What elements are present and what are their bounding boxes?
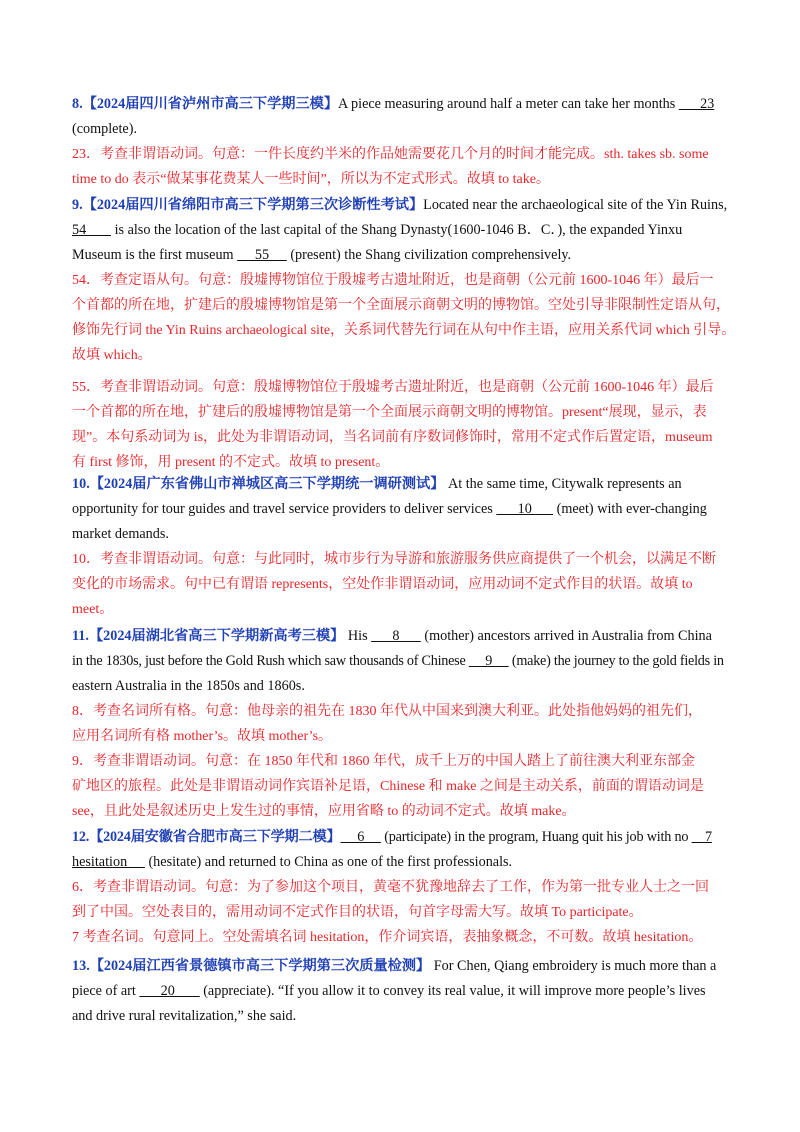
question-text-part: For Chen, Qiang embroidery is much more than a (430, 958, 717, 974)
question-text-part: (hesitate) and returned to China as one of the first professionals. (144, 854, 513, 870)
answer-blank-8: 8 (371, 628, 421, 644)
answer-explanation: 修饰先行词 the Yin Ruins archaeological site，关系词代替先行词在从句中作主语，应用关系代词 which 引导。 (72, 323, 736, 338)
answer-explanation: 现”。本句系动词为 is，此处为非谓语动词，当名词前有序数词修饰时，常用不定式作后置定语，museum (72, 430, 713, 445)
question-source: 10.【2024届广东省佛山市禅城区高三下学期统一调研测试】 (72, 476, 445, 492)
question-text-part: opportunity for tour guides and travel service providers to deliver services (72, 501, 497, 517)
answer-explanation: 54．考查定语从句。句意：殷墟博物馆位于殷墟考古遗址附近，也是商朝（公元前 1600-1046 年）最后一 (72, 273, 714, 288)
answer-explanation: meet。 (72, 602, 114, 617)
answer-explanation: 变化的市场需求。句中已有谓语 represents，空处作非谓语动词，应用动词不定式作目的状语。故填 to (72, 577, 693, 592)
answer-explanation: 个首都的所在地，扩建后的殷墟博物馆是第一个全面展示商朝文明的博物馆。空处引导非限制性定语从句， (72, 298, 730, 313)
question-text-part: is also the location of the last capital of the Shang Dynasty(1600-1046 B．C．), the expanded Yinxu (111, 222, 683, 238)
answer-explanation: 矿地区的旅程。此处是非谓语动词作宾语补足语，Chinese 和 make 之间是主动关系，前面的谓语动词是 (72, 779, 704, 794)
answer-explanation: see，且此处是叙述历史上发生过的事情，应用省略 to 的动词不定式。故填 make。 (72, 804, 576, 819)
question-text-part: (meet) with ever-changing (553, 501, 707, 517)
answer-explanation: 应用名词所有格 mother’s。故填 mother’s。 (72, 729, 333, 744)
question-item-8 (72, 92, 730, 192)
answer-blank-20: 20 (139, 983, 200, 999)
answer-blank-7-answer: hesitation (72, 854, 145, 870)
question-text-part: piece of art (72, 983, 140, 999)
question-item-12 (72, 825, 730, 950)
question-text (72, 193, 730, 218)
answer-explanation: 23．考查非谓语动词。句意：一件长度约半米的作品她需要花几个月的时间才能完成。sth. takes sb. some (72, 147, 709, 162)
question-text (72, 243, 730, 268)
question-item-13 (72, 954, 730, 1029)
question-source: 13.【2024届江西省景德镇市高三下学期第三次质量检测】 (72, 958, 431, 974)
answer-explanation: 有 first 修饰，用 present 的不定式。故填 to present。 (72, 455, 390, 470)
answer-blank-54: 54 (72, 222, 112, 238)
question-text-part: (appreciate). “If you allow it to convey its real value, it will improve more people’s lives (199, 983, 706, 999)
question-text (72, 649, 730, 674)
question-source: 9.【2024届四川省绵阳市高三下学期第三次诊断性考试】 (72, 197, 424, 213)
question-text-part: At the same time, Citywalk represents an (444, 476, 682, 492)
answer-blank-7: 7 (691, 829, 712, 845)
question-text-part: Museum is the first museum (72, 247, 238, 263)
question-item-11 (72, 624, 730, 824)
answer-explanation: 7 考查名词。句意同上。空处需填名词 hesitation，作介词宾语，表抽象概念，不可数。故填 hesitation。 (72, 930, 703, 945)
answer-explanation: time to do 表示“做某事花费某人一些时间”，所以为不定式形式。故填 to take。 (72, 172, 550, 187)
answer-explanation: 8．考查名词所有格。句意：他母亲的祖先在 1830 年代从中国来到澳大利亚。此处指他妈妈的祖先们， (72, 704, 702, 719)
question-text (72, 497, 730, 522)
question-text (72, 218, 730, 243)
question-text-part: in the 1830s, just before the Gold Rush which saw thousands of Chinese (72, 653, 469, 669)
question-text-part: (present) the Shang civilization comprehensively. (286, 247, 572, 263)
question-text (72, 954, 730, 979)
question-source: 8.【2024届四川省泸州市高三下学期三模】 (72, 96, 339, 112)
question-text: eastern Australia in the 1850s and 1860s. (72, 678, 305, 694)
question-text (72, 472, 730, 497)
answer-blank-10: 10 (496, 501, 554, 517)
question-text (72, 92, 730, 117)
question-text: market demands. (72, 526, 169, 542)
answer-explanation: 6．考查非谓语动词。句意：为了参加这个项目，黄毫不犹豫地辞去了工作，作为第一批专业人士之一回 (72, 880, 709, 895)
answer-blank-9: 9 (468, 653, 509, 669)
question-text (72, 850, 730, 875)
answer-explanation: 一个首都的所在地，扩建后的殷墟博物馆是第一个全面展示商朝文明的博物馆。present“展现，显示，表 (72, 405, 707, 420)
answer-explanation: 到了中国。空处表目的，需用动词不定式作目的状语，句首字母需大写。故填 To participate。 (72, 905, 643, 920)
question-text (72, 979, 730, 1004)
question-source: 11.【2024届湖北省高三下学期新高考三模】 (72, 628, 345, 644)
question-text (72, 624, 730, 649)
question-item-9 (72, 193, 736, 475)
question-text-part: A piece measuring around half a meter can take her months (338, 96, 679, 112)
question-text-part: (participate) in the program, Huang quit his job with no (380, 829, 692, 845)
question-text-part: (make) the journey to the gold fields in (508, 653, 724, 669)
question-source: 12.【2024届安徽省合肥市高三下学期二模】 (72, 829, 341, 845)
question-text (72, 825, 730, 850)
question-item-10 (72, 472, 730, 622)
answer-explanation: 故填 which。 (72, 348, 152, 363)
answer-explanation: 55．考查非谓语动词。句意：殷墟博物馆位于殷墟考古遗址附近，也是商朝（公元前 1600-1046 年）最后 (72, 380, 714, 395)
question-text-part: His (344, 628, 372, 644)
answer-explanation: 9．考查非谓语动词。句意：在 1850 年代和 1860 年代，成千上万的中国人踏上了前往澳大利亚东部金 (72, 754, 695, 769)
answer-blank-6: 6 (340, 829, 381, 845)
answer-blank-55: 55 (237, 247, 287, 263)
answer-blank-23: 23 (678, 96, 715, 112)
question-text: (complete). (72, 121, 137, 137)
answer-explanation: 10．考查非谓语动词。句意：与此同时，城市步行为导游和旅游服务供应商提供了一个机会，以满足不断 (72, 552, 716, 567)
question-text: and drive rural revitalization,” she said. (72, 1008, 297, 1024)
question-text-part: (mother) ancestors arrived in Australia from China (420, 628, 712, 644)
question-text-part: Located near the archaeological site of the Yin Ruins, (423, 197, 728, 213)
